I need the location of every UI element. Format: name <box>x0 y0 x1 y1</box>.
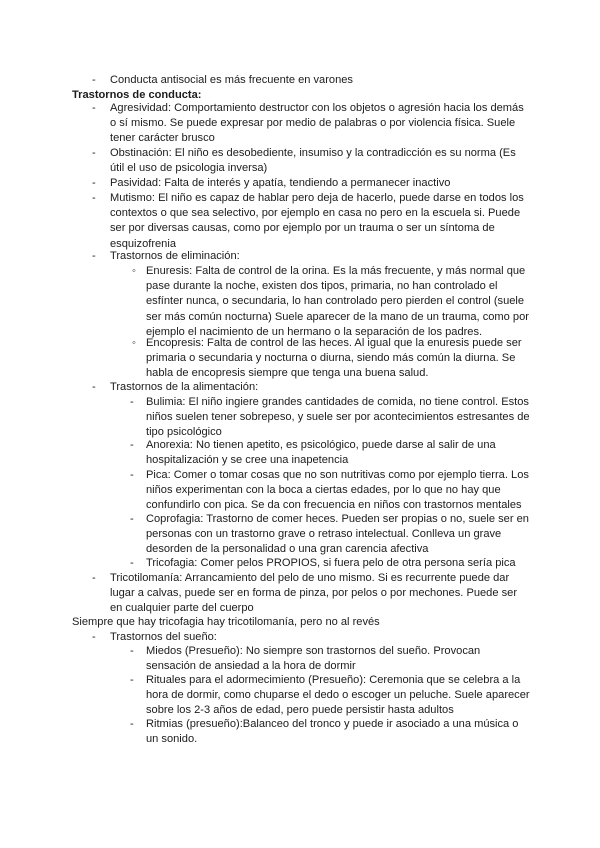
section-heading-conduct-disorders: Trastornos de conducta: <box>72 89 202 101</box>
list-item-text: Agresividad: Comportamiento destructor con los objetos o agresión hacia los demás o sí mismo. Se puede expresar por medio de palabras o por violencia física. Suele tener carácter brusco <box>110 102 524 145</box>
note-paragraph: Siempre que hay tricofagia hay tricotilomanía, pero no al revés <box>72 616 380 628</box>
list-item-text: Tricotilomanía: Arrancamiento del pelo de uno mismo. Si es recurrente puede dar lugar a calvas, puede ser en forma de pinza, por pelos o por mechones. Puede ser en cualquier parte del cuerpo <box>110 572 518 615</box>
list-item-text: Conducta antisocial es más frecuente en varones <box>110 74 353 86</box>
list-item-text: Bulimia: El niño ingiere grandes cantidades de comida, no tiene control. Estos niños suelen tener sobrepeso, y suele ser por acontecimientos estresantes de tipo psicológico <box>146 396 530 439</box>
dash-bullet: - <box>130 557 134 569</box>
list-item-text: Trastornos del sueño: <box>110 631 217 643</box>
list-item-text: Coprofagia: Trastorno de comer heces. Pueden ser propias o no, suele ser en personas con un trastorno grave o retraso intelectual. Conlleva un grave desorden de la personalidad o una gran carencia afectiva <box>146 513 529 556</box>
dash-bullet: - <box>92 250 96 262</box>
list-item-text: Enuresis: Falta de control de la orina. Es la más frecuente, y más normal que pase durante la noche, existen dos tipos, primaria, no han controlado el esfínter nunca, o secundaria, lo han controlado pero pierden el control (suele ser más común nocturna) Suele aparecer de la mano de un trauma, como por ejemplo el nacimiento de un hermano o la separación de los padres. <box>146 265 529 338</box>
list-item-text: Rituales para el adormecimiento (Presueño): Ceremonia que se celebra a la hora de dormir, como chuparse el dedo o escoger un peluche. Suele aparecer sobre los 2-3 años de edad, pero puede persistir hasta adultos <box>146 674 530 717</box>
list-item-text: Anorexia: No tienen apetito, es psicológico, puede darse al salir de una hospitalización y se cree una inapetencia <box>146 439 496 467</box>
dash-bullet: - <box>92 381 96 393</box>
circle-bullet: ◦ <box>132 265 136 277</box>
dash-bullet: - <box>130 645 134 657</box>
list-item-text: Trastornos de la alimentación: <box>110 381 259 393</box>
circle-bullet: ◦ <box>132 337 136 349</box>
dash-bullet: - <box>92 102 96 114</box>
dash-bullet: - <box>92 147 96 159</box>
list-item-text: Miedos (Presueño): No siempre son trastornos del sueño. Provocan sensación de ansiedad a la hora de dormir <box>146 645 481 673</box>
list-item-text: Pasividad: Falta de interés y apatía, tendiendo a permanecer inactivo <box>110 177 451 189</box>
dash-bullet: - <box>130 396 134 408</box>
dash-bullet: - <box>130 513 134 525</box>
list-item-text: Obstinación: El niño es desobediente, insumiso y la contradicción es su norma (Es útil el uso de psicologia inversa) <box>110 147 516 175</box>
dash-bullet: - <box>92 192 96 204</box>
dash-bullet: - <box>92 74 96 86</box>
dash-bullet: - <box>130 674 134 686</box>
dash-bullet: - <box>130 469 134 481</box>
list-item-text: Pica: Comer o tomar cosas que no son nutritivas como por ejemplo tierra. Los niños experimentan con la boca a ciertas edades, por lo que no hay que confundirlo con pica. Se da con frecuencia en niños con trastornos mentales <box>146 469 529 512</box>
dash-bullet: - <box>92 572 96 584</box>
list-item-text: Ritmias (presueño):Balanceo del tronco y puede ir asociado a una música o un sonido. <box>146 718 519 746</box>
list-item-text: Tricofagia: Comer pelos PROPIOS, si fuera pelo de otra persona sería pica <box>146 557 516 569</box>
dash-bullet: - <box>130 718 134 730</box>
list-item-text: Trastornos de eliminación: <box>110 250 240 262</box>
dash-bullet: - <box>92 631 96 643</box>
dash-bullet: - <box>130 439 134 451</box>
dash-bullet: - <box>92 177 96 189</box>
list-item-text: Encopresis: Falta de control de las heces. Al igual que la enuresis puede ser primaria o secundaria y nocturna o diurna, siendo más común la diurna. Se habla de encopresis siempre que tenga una buena salud. <box>146 337 522 380</box>
list-item-text: Mutismo: El niño es capaz de hablar pero deja de hacerlo, puede darse en todos los contextos o que sea selectivo, por ejemplo en casa no pero en la escuela si. Puede ser por diversas causas, como por ejemplo por un trauma o ser un síntoma de esquizofrenia <box>110 192 524 250</box>
